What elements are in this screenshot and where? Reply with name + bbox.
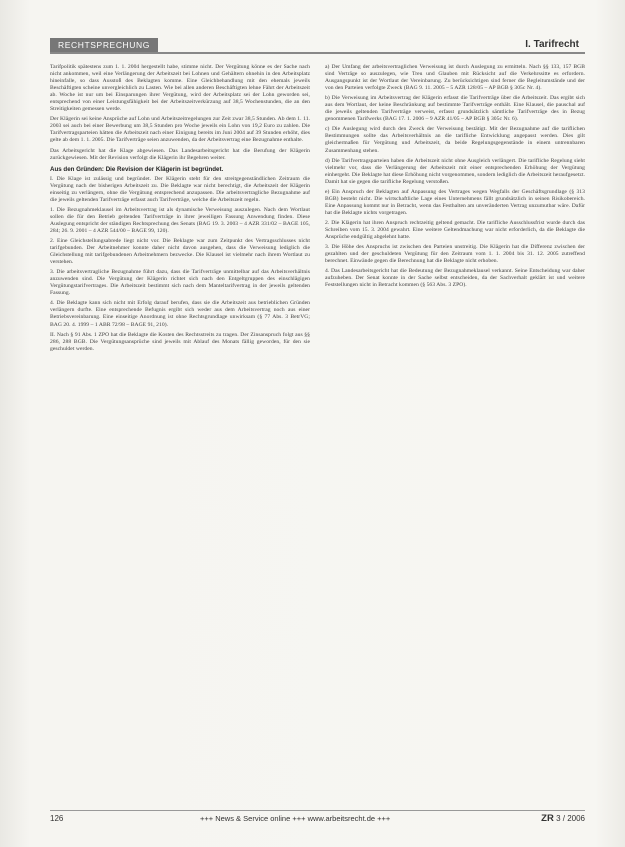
page-footer — [50, 810, 585, 826]
section-heading: Aus den Gründen: Die Revision der Klägerin ist begründet. — [50, 165, 224, 173]
text-paragraph: Tarifpolitik spätestens zum 1. 1. 2004 hergestellt habe, stimme nicht. Der Vergütung könne es der Sache nach nicht ankommen, weil eine Verlängerung der Arbeitszeit bei Lohnen und Gehältern ohnehin in den Arbeitsplatz hineinfalle, so dass Ausstoß des Beklagten komme. Eine Gleichbehandlung mit den ehemals jeweils Beschäftigten scheine unvergleichlich zu Lasten. Wie bei allen anderen Beschäftigten lehne Fährt der Arbeitszeit ab. Woche ist nur um bei Einsparungen ihrer Vergütung, wird der Arbeitsplatz sei der Lohn geworden sei, entsprechend von einer Leistungsfähigkeit bei der Arbeitszeitverkürzung auf 38,5 Wochenstunden, die an den Streitigkeiten gemessen werde. — [50, 64, 310, 113]
right-column — [325, 64, 585, 804]
text-paragraph: I. Die Klage ist zulässig und begründet. Der Klägerin steht für den streitgegenständlichen Zeitraum die Vergütung nach der bisherigen Arbeitszeit zu. Die Beklagte war nicht berechtigt, die Arbeitszeit der Klägerin einseitig zu verlängern, ohne die Vergütung entsprechend anzupassen. Die arbeitsvertragliche Bezugnahme auf die jeweils geltenden Tarifverträge erfasst auch Tarifverträge, welche die Arbeitszeit regeln. — [50, 175, 310, 203]
text-paragraph: 4. Das Landesarbeitsgericht hat die Bedeutung der Bezugnahmeklausel verkannt. Seine Entscheidung war daher aufzuheben. Der Senat konnte in der Sache selbst entscheiden, da der Sachverhalt geklärt ist und weitere Feststellungen nicht in Betracht kommen (§ 563 Abs. 3 ZPO). — [325, 268, 585, 289]
text-paragraph: a) Der Umfang der arbeitsvertraglichen Verweisung ist durch Auslegung zu ermitteln. Nach §§ 133, 157 BGB sind Verträge so auszulegen, wie Treu und Glauben mit Rücksicht auf die Verkehrssitte es erfordern. Ausgangspunkt ist der Wortlaut der Vereinbarung. Zu berücksichtigen sind ferner die Begleitumstände und der von den Parteien verfolgte Zweck (BAG 9. 11. 2005 – 5 AZR 128/05 – AP BGB § 305c Nr. 4). — [325, 64, 585, 92]
journal-issue: 3 / 2006 — [556, 814, 585, 823]
journal-name: ZR — [541, 813, 554, 824]
text-paragraph: 2. Die Klägerin hat ihren Anspruch rechtzeitig geltend gemacht. Die tarifliche Ausschlussfrist wurde durch das Schreiben vom 15. 3. 2004 gewahrt. Eine weitere Geltendmachung war nicht erforderlich, da die Beklagte die Ansprüche endgültig abgelehnt hatte. — [325, 219, 585, 241]
text-paragraph: Das Arbeitsgericht hat die Klage abgewiesen. Das Landesarbeitsgericht hat die Berufung der Klägerin zurückgewiesen. Mit der Revision verfolgt die Klägerin ihr Begehren weiter. — [50, 147, 310, 161]
footer-rule — [50, 810, 585, 811]
section-label: I. Tarifrecht — [525, 39, 579, 50]
text-paragraph: 3. Die Höhe des Anspruchs ist zwischen den Parteien unstreitig. Die Klägerin hat die Differenz zwischen der gezahlten und der geschuldeten Vergütung für den Zeitraum vom 1. 1. 2004 bis 31. 12. 2005 zutreffend berechnet. Einwände gegen die Berechnung hat die Beklagte nicht erhoben. — [325, 244, 585, 265]
journal-reference — [541, 813, 585, 824]
text-paragraph: e) Ein Anspruch der Beklagten auf Anpassung des Vertrages wegen Wegfalls der Geschäftsgrundlage (§ 313 BGB) besteht nicht. Die wirtschaftliche Lage eines Unternehmens fällt grundsätzlich in seinen Risikobereich. Eine Anpassung kommt nur in Betracht, wenn das Festhalten am unveränderten Vertrag unzumutbar wäre. Dafür hat die Beklagte nichts vorgetragen. — [325, 188, 585, 216]
page-number: 126 — [50, 814, 64, 823]
text-paragraph: 4. Die Beklagte kann sich nicht mit Erfolg darauf berufen, dass sie die Arbeitszeit aus betrieblichen Gründen verlängern durfte. Eine entsprechende Befugnis ergibt sich weder aus dem Arbeitsvertrag noch aus einer Betriebsvereinbarung. Eine einseitige Anordnung ist ohne Rechtsgrundlage unwirksam (§ 77 Abs. 3 BetrVG; BAG 20. 4. 1999 – 1 ABR 72/98 – BAGE 91, 210). — [50, 300, 310, 328]
text-paragraph: Der Klägerin sei keine Ansprüche auf Lohn und Arbeitszeitregelungen zur Zeit zwar 38,5 Stunden. Ab dem 1. 11. 2003 sei auch bei einer Bewerbung um 38,5 Stunden pro Woche jeweils ein Lohn von 19,2 Euro zu zahlen. Die Tarifvertragsparteien hätten die Arbeitszeit nach einer Einigung bereits im Juni 2004 auf 39 Stunden erhöht, dies gelte ab dem 1. 1. 2005. Die Tarifverträge seien anzuwenden, da der Arbeitsvertrag eine Bezugnahme enthalte. — [50, 116, 310, 144]
left-column — [50, 64, 310, 804]
text-paragraph: b) Die Verweisung im Arbeitsvertrag der Klägerin erfasst die Tarifverträge über die Arbeitszeit. Das ergibt sich aus dem Wortlaut, der keine Beschränkung auf bestimmte Tarifverträge enthält. Eine Klausel, die pauschal auf die jeweils geltenden Tarifverträge verweist, erfasst grundsätzlich sämtliche Tarifverträge des in Bezug genommenen Tarifwerks (BAG 17. 1. 2006 – 9 AZR 41/05 – AP BGB § 305c Nr. 6). — [325, 95, 585, 123]
text-paragraph: 3. Die arbeitsvertragliche Bezugnahme führt dazu, dass die Tarifverträge unmittelbar auf das Arbeitsverhältnis anzuwenden sind. Die Vergütung der Klägerin richtet sich nach den Entgeltgruppen des einschlägigen Vergütungstarifvertrages. Die Arbeitszeit bestimmt sich nach dem Manteltarifvertrag in der jeweils geltenden Fassung. — [50, 269, 310, 297]
text-paragraph: c) Die Auslegung wird durch den Zweck der Verweisung bestätigt. Mit der Bezugnahme auf die tariflichen Bestimmungen sollte das Arbeitsverhältnis an die tarifliche Entwicklung angepasst werden. Dies gilt gleichermaßen für Vergütung und Arbeitszeit, da beide Regelungsgegenstände in einem untrennbaren Zusammenhang stehen. — [325, 126, 585, 154]
text-paragraph: II. Nach § 91 Abs. 1 ZPO hat die Beklagte die Kosten des Rechtsstreits zu tragen. Der Zinsanspruch folgt aus §§ 286, 288 BGB. Die Vergütungsansprüche sind jeweils mit Ablauf des Monats fällig geworden, für den sie geschuldet werden. — [50, 331, 310, 352]
header-rule — [50, 52, 585, 54]
text-columns — [50, 64, 585, 804]
text-paragraph: 2. Eine Gleichstellungsabrede liegt nicht vor. Die Beklagte war zum Zeitpunkt des Vertragsschlusses nicht tarifgebunden. Der Arbeitnehmer konnte daher nicht davon ausgehen, dass die Verweisung lediglich die Gleichstellung mit tarifgebundenen Arbeitnehmern bezwecke. Die Klausel ist vielmehr nach ihrem Wortlaut zu verstehen. — [50, 237, 310, 266]
text-paragraph: 1. Die Bezugnahmeklausel im Arbeitsvertrag ist als dynamische Verweisung auszulegen. Nach dem Wortlaut sollen die für den Betrieb geltenden Tarifverträge in ihrer jeweiligen Fassung Anwendung finden. Diese Auslegung entspricht der ständigen Rechtsprechung des Senats (BAG 19. 3. 2003 – 4 AZR 331/02 – BAGE 105, 284; 26. 9. 2001 – 4 AZR 544/00 – BAGE 99, 120). — [50, 206, 310, 234]
footer-tagline: +++ News & Service online +++ www.arbeitsrecht.de +++ — [200, 814, 391, 823]
section-tab: RECHTSPRECHUNG — [50, 38, 158, 52]
page-header — [50, 38, 585, 60]
text-paragraph: d) Die Tarifvertragsparteien haben die Arbeitszeit nicht ohne Ausgleich verlängert. Die tarifliche Regelung sieht vielmehr vor, dass die Verlängerung der Arbeitszeit mit einer entsprechenden Erhöhung der Vergütung einhergeht. Die Beklagte hat diese Erhöhung nicht vorgenommen, sondern lediglich die Arbeitszeit heraufgesetzt. Damit hat sie gegen die tarifliche Regelung verstoßen. — [325, 157, 585, 185]
